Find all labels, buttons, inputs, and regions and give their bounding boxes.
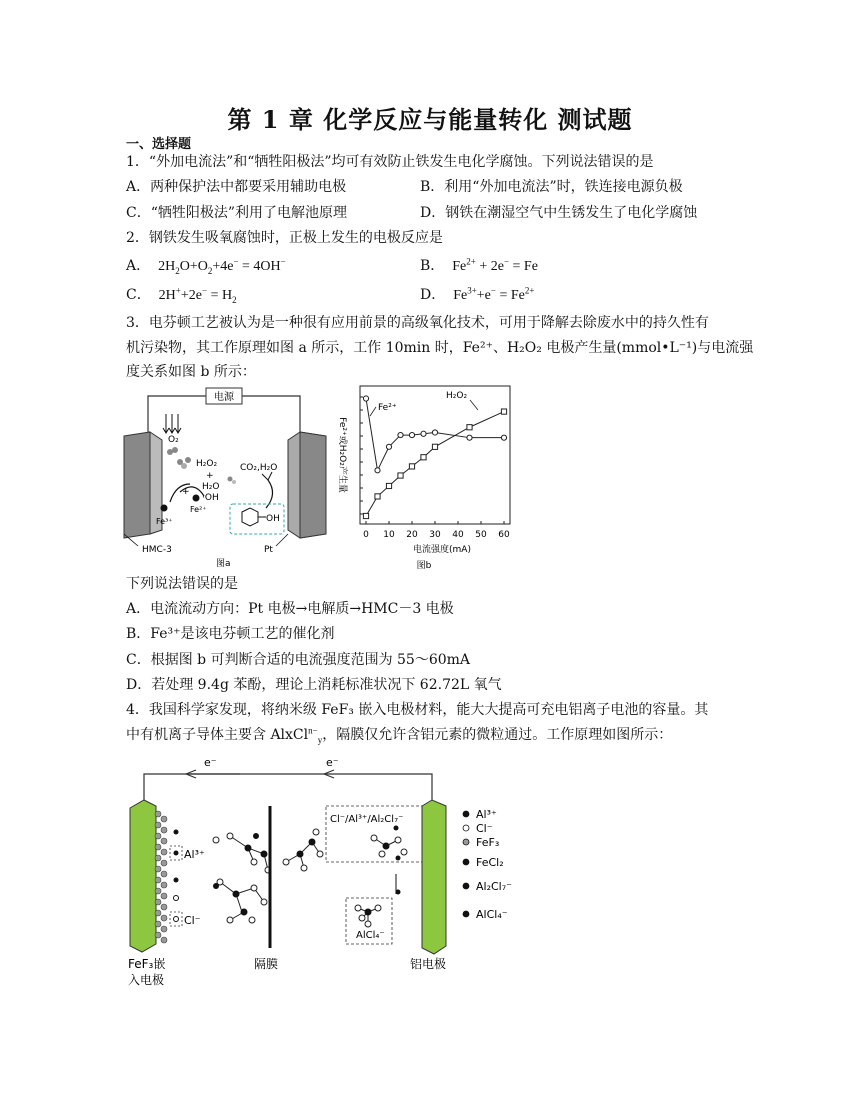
- al3-box-label: Al³⁺: [184, 848, 205, 861]
- fe2-point: [409, 432, 414, 437]
- fef3-particle: [155, 932, 161, 938]
- q3-option-d: D．若处理 9.4g 苯酚，理论上消耗标准状况下 62.72L 氧气: [126, 677, 502, 693]
- pt-label: Pt: [264, 545, 273, 555]
- q3-option-b: B．Fe³⁺是该电芬顿工艺的催化剂: [126, 626, 335, 642]
- power-source-label: 电源: [214, 392, 234, 403]
- fef3-particle: [161, 860, 167, 866]
- fef3-particle: [161, 926, 167, 932]
- q2-option-c: [126, 286, 237, 305]
- fe2-point: [375, 468, 380, 473]
- chart-caption: 图b: [416, 561, 432, 571]
- q4-stem-2a: 中有机离子导体主要含 AlxCl: [126, 727, 309, 743]
- fef3-particle: [155, 833, 161, 839]
- phenol-oh-label: OH: [266, 514, 280, 524]
- legend-marker: [463, 839, 469, 845]
- chart-x-tick-label: 0: [363, 530, 369, 540]
- q2-option-c-equation: $2H^++2e^- = H_2$: [155, 285, 237, 305]
- ion-box-label: Cl⁻/Al³⁺/Al₂Cl₇⁻: [330, 814, 404, 825]
- legend-marker: [463, 825, 469, 831]
- legend-marker: [463, 883, 469, 889]
- fe2-point: [421, 431, 426, 436]
- membrane-label: 隔膜: [254, 957, 279, 971]
- chart-x-tick-label: 50: [475, 530, 487, 540]
- h2o2-point: [409, 464, 414, 469]
- oh-radical-label: ·OH: [202, 493, 219, 503]
- fef3-particle: [161, 816, 167, 822]
- q4-stem-1: 4．我国科学家发现，将纳米级 FeF₃ 嵌入电极材料，能大大提高可充电铝离子电池的容量。其: [126, 702, 709, 718]
- chart-x-tick-label: 20: [406, 530, 418, 540]
- fef3-particle: [155, 844, 161, 850]
- legend-label: FeCl₂: [476, 856, 504, 869]
- series-label-fe2: Fe²⁺: [378, 403, 397, 413]
- fef3-particle: [161, 849, 167, 855]
- series-pointer-h2o2: [470, 400, 478, 410]
- series-label-h2o2: H₂O₂: [446, 391, 468, 401]
- h2o2-point: [432, 444, 437, 449]
- aluminum-electrode: [422, 800, 446, 954]
- fe2-label: Fe²⁺: [190, 505, 207, 514]
- fef3-particles: [155, 811, 167, 943]
- figure-a-caption: 图a: [216, 559, 231, 568]
- section-heading: 一、选择题: [126, 137, 192, 152]
- fe3-label: Fe³⁺: [156, 517, 173, 526]
- svg-text:+: +: [206, 471, 214, 481]
- legend-label: AlCl₄⁻: [476, 908, 508, 921]
- h2o-label: H₂O: [202, 482, 220, 492]
- q2-stem: 2．钢铁发生吸氧腐蚀时，正极上发生的电极反应是: [126, 230, 443, 246]
- q2-option-a: [126, 257, 286, 276]
- fef3-particle: [161, 915, 167, 921]
- phenol-ring: [242, 508, 258, 526]
- o2-label: O₂: [168, 435, 179, 445]
- fef3-particle: [155, 822, 161, 828]
- hmc-electrode: [124, 432, 150, 538]
- q2-option-b-label: B．: [420, 258, 445, 274]
- page-title: 第 1 章 化学反应与能量转化 测试题: [227, 105, 633, 134]
- legend-label: FeF₃: [476, 836, 500, 849]
- fef3-particle: [161, 937, 167, 943]
- q2-option-a-equation: $2H_2O+O_2+4e^- = 4OH^-$: [154, 256, 286, 276]
- h2o2-point: [398, 473, 403, 478]
- chart-y-label: Fe²⁺或H₂O₂产生量: [337, 417, 347, 493]
- legend-label: Al₂Cl₇⁻: [476, 880, 512, 893]
- q4-stem-2b: ，隔膜仅允许含铝元素的微粒通过。工作原理如图所示：: [322, 727, 673, 743]
- figure-battery: [120, 752, 530, 992]
- h2o2-point: [501, 409, 506, 414]
- fef3-particle: [155, 888, 161, 894]
- battery-legend: [463, 808, 512, 921]
- fef3-particle: [155, 811, 161, 817]
- fef3-particle: [161, 827, 167, 833]
- left-electrode-label-2: 入电极: [128, 973, 165, 987]
- q3-stem-1: 3．电芬顿工艺被认为是一种很有应用前景的高级氧化技术，可用于降解去除废水中的持久性有: [126, 315, 709, 331]
- chart-x-tick-label: 30: [429, 530, 441, 540]
- fef3-particle: [155, 910, 161, 916]
- q3-stem-3: 度关系如图 b 所示：: [126, 364, 256, 380]
- figure-a-electro-fenton: [120, 384, 335, 568]
- h2o2-point: [386, 483, 391, 488]
- q4-stem-2: [126, 726, 672, 745]
- q2-option-d-equation: $Fe^{3+}+e^- = Fe^{2+}$: [449, 285, 535, 303]
- series-pointer-fe2: [370, 407, 376, 416]
- alcl4-box-label: AlCl₄⁻: [356, 930, 385, 941]
- q1-option-a: A．两种保护法中都要采用辅助电极: [126, 179, 347, 195]
- h2o2-point: [363, 513, 368, 518]
- fe2-point: [363, 396, 368, 401]
- q3-option-c: C．根据图 b 可判断合适的电流强度范围为 55～60mA: [126, 652, 471, 668]
- q3-prompt: 下列说法错误的是: [126, 576, 238, 592]
- fef3-particle: [161, 893, 167, 899]
- co2-h2o-label: CO₂,H₂O: [240, 463, 278, 473]
- legend-marker: [463, 911, 469, 917]
- legend-label: Cl⁻: [476, 822, 493, 835]
- q2-option-c-label: C．: [126, 287, 151, 303]
- q1-option-b: B．利用“外加电流法”时，铁连接电源负极: [420, 179, 683, 195]
- svg-text:+: +: [182, 487, 190, 497]
- q4-formula-superscript: $^{n-}_y$: [308, 725, 323, 745]
- fef3-particle: [161, 871, 167, 877]
- q2-option-d-label: D．: [420, 287, 446, 303]
- chart-x-tick-label: 60: [498, 530, 510, 540]
- h2o2-point: [375, 494, 380, 499]
- chart-x-tick-label: 10: [383, 530, 395, 540]
- h2o2-label: H₂O₂: [196, 459, 218, 469]
- fe2-point: [398, 432, 403, 437]
- q1-option-c: C．“牺牲阳极法”利用了电解池原理: [126, 205, 348, 221]
- legend-label: Al³⁺: [476, 808, 497, 821]
- series-line-h2o2: [366, 412, 504, 516]
- q2-option-b: [420, 257, 538, 276]
- q2-option-d: [420, 286, 534, 305]
- electron-flow-right: e⁻: [326, 756, 339, 769]
- legend-marker: [463, 811, 469, 817]
- q2-option-b-equation: $Fe^{2+} + 2e^- = Fe$: [448, 256, 538, 274]
- figure-b-chart: [330, 380, 520, 572]
- fef3-particle: [161, 882, 167, 888]
- fef3-electrode: [130, 800, 156, 952]
- cl-box-label: Cl⁻: [184, 914, 201, 927]
- legend-marker: [463, 859, 469, 865]
- q1-option-d: D．钢铁在潮湿空气中生锈发生了电化学腐蚀: [420, 205, 698, 221]
- fe2-point: [432, 430, 437, 435]
- fef3-particle: [161, 838, 167, 844]
- chart-x-tick-label: 40: [452, 530, 464, 540]
- electron-flow-left: e⁻: [204, 756, 217, 769]
- q3-stem-2: 机污染物，其工作原理如图 a 所示，工作 10min 时，Fe²⁺、H₂O₂ 电极产生量(mmol•L⁻¹)与电流强: [126, 340, 754, 356]
- fef3-particle: [155, 877, 161, 883]
- h2o2-point: [421, 455, 426, 460]
- q2-option-a-label: A．: [126, 258, 151, 274]
- aluminum-electrode-label: 铝电极: [410, 957, 447, 971]
- fef3-particle: [155, 855, 161, 861]
- fef3-particle: [155, 899, 161, 905]
- h2o2-point: [467, 425, 472, 430]
- q1-stem: 1．“外加电流法”和“牺牲阳极法”均可有效防止铁发生电化学腐蚀。下列说法错误的是: [126, 154, 654, 170]
- q3-option-a: A．电流流动方向：Pt 电极→电解质→HMC－3 电极: [126, 601, 454, 617]
- left-electrode-label-1: FeF₃嵌: [128, 957, 166, 971]
- chart-x-label: 电流强度(mA): [413, 545, 471, 555]
- fef3-particle: [155, 866, 161, 872]
- fe2-point: [467, 435, 472, 440]
- fe2-point: [501, 435, 506, 440]
- fef3-particle: [161, 904, 167, 910]
- hmc-label: HMC-3: [142, 545, 172, 555]
- fef3-particle: [155, 921, 161, 927]
- fe2-point: [386, 444, 391, 449]
